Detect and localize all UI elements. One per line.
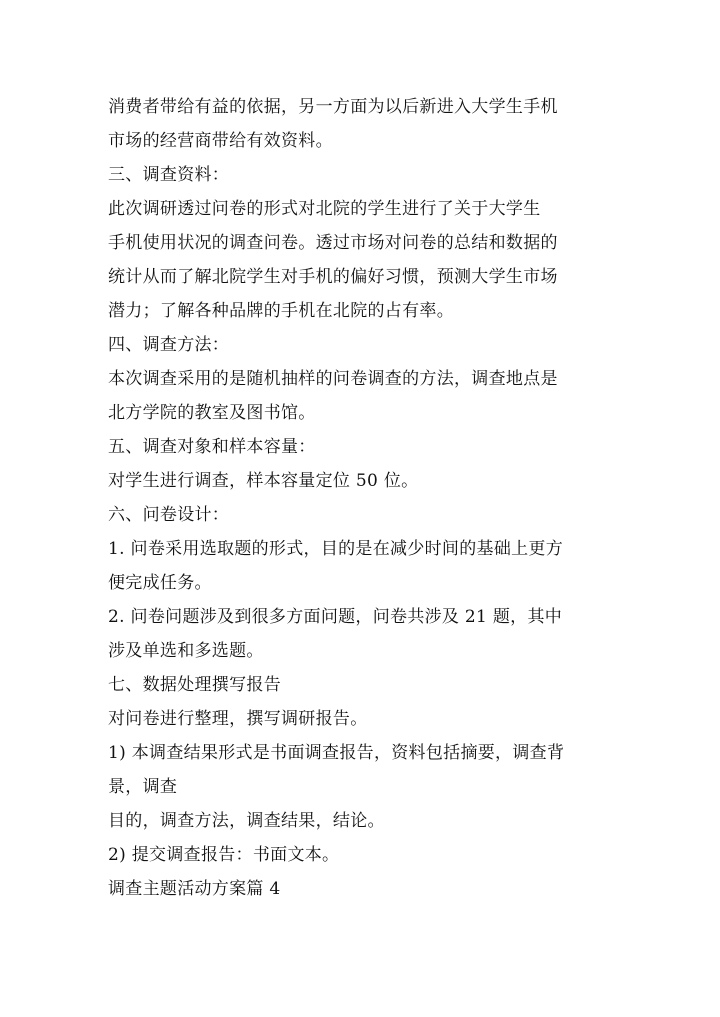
section-title-next: 调查主题活动方案篇 4 bbox=[108, 879, 281, 899]
text-line-14: 1. 问卷采用选取题的形式，目的是在减少时间的基础上更方 bbox=[108, 539, 564, 559]
text-line-23: 2) 提交调查报告：书面文本。 bbox=[108, 845, 340, 865]
document-body bbox=[108, 90, 613, 906]
section-heading-5: 五、调查对象和样本容量： bbox=[108, 437, 316, 457]
text-line-16: 2. 问卷问题涉及到很多方面问题，问卷共涉及 21 题，其中 bbox=[108, 607, 563, 627]
text-line-4: 此次调研透过问卷的形式对北院的学生进行了关于大学生 bbox=[108, 199, 541, 219]
text-line-1: 消费者带给有益的依据，另一方面为以后新进入大学生手机 bbox=[108, 97, 558, 117]
text-line-17: 涉及单选和多选题。 bbox=[108, 641, 264, 661]
text-line-15: 便完成任务。 bbox=[108, 573, 212, 593]
section-heading-6: 六、问卷设计： bbox=[108, 505, 230, 525]
section-heading-4: 四、调查方法： bbox=[108, 335, 230, 355]
text-line-6: 统计从而了解北院学生对手机的偏好习惯，预测大学生市场 bbox=[108, 267, 558, 287]
text-line-12: 对学生进行调查，样本容量定位 50 位。 bbox=[108, 471, 419, 491]
text-line-5: 手机使用状况的调查问卷。透过市场对问卷的总结和数据的 bbox=[108, 233, 558, 253]
text-line-2: 市场的经营商带给有效资料。 bbox=[108, 131, 333, 151]
text-line-7: 潜力；了解各种品牌的手机在北院的占有率。 bbox=[108, 301, 454, 321]
text-line-19: 对问卷进行整理，撰写调研报告。 bbox=[108, 709, 368, 729]
section-heading-3: 三、调查资料： bbox=[108, 165, 230, 185]
text-line-9: 本次调查采用的是随机抽样的问卷调查的方法，调查地点是 bbox=[108, 369, 558, 389]
text-line-21: 景，调查 bbox=[108, 777, 178, 797]
text-line-10: 北方学院的教室及图书馆。 bbox=[108, 403, 316, 423]
text-line-20: 1) 本调查结果形式是书面调查报告，资料包括摘要，调查背 bbox=[108, 743, 565, 763]
section-heading-7: 七、数据处理撰写报告 bbox=[108, 675, 281, 695]
text-line-22: 目的，调查方法，调查结果，结论。 bbox=[108, 811, 385, 831]
